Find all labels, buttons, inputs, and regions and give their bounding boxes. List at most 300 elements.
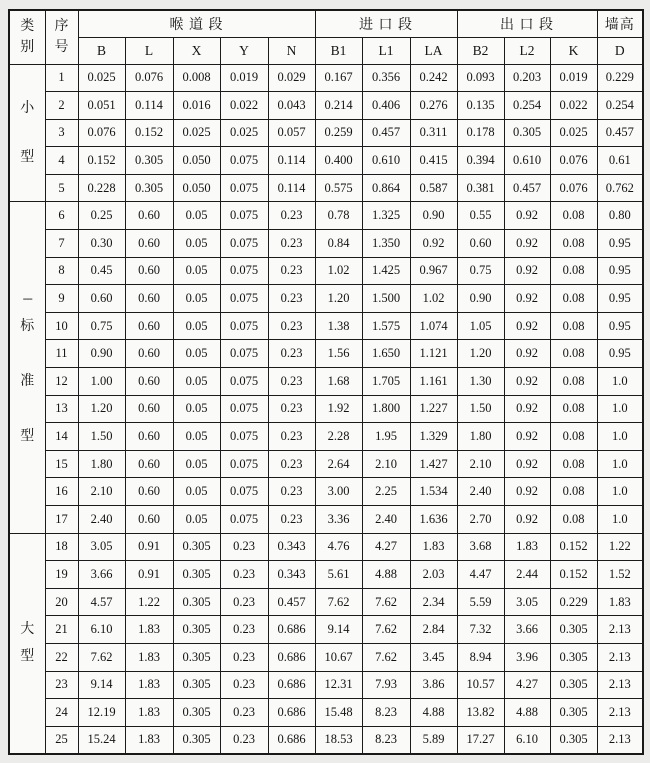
value-cell-LA: 1.427 [410, 450, 457, 478]
value-cell-L: 0.60 [125, 340, 173, 368]
serial-number-cell: 18 [45, 533, 78, 561]
value-cell-D: 0.61 [597, 147, 643, 175]
value-cell-N: 0.114 [268, 174, 315, 202]
value-cell-N: 0.23 [268, 450, 315, 478]
value-cell-B2: 2.70 [457, 506, 504, 534]
value-cell-K: 0.305 [550, 699, 597, 727]
value-cell-X: 0.305 [173, 726, 220, 754]
value-cell-L1: 0.864 [362, 174, 410, 202]
value-cell-LA: 3.45 [410, 643, 457, 671]
header-col-L1: L1 [362, 37, 410, 64]
value-cell-N: 0.686 [268, 643, 315, 671]
table-row [9, 588, 643, 616]
table-header [9, 10, 643, 64]
value-cell-L: 0.60 [125, 368, 173, 396]
value-cell-B1: 4.76 [315, 533, 362, 561]
header-col-X: X [173, 37, 220, 64]
value-cell-N: 0.23 [268, 312, 315, 340]
serial-number-cell: 25 [45, 726, 78, 754]
value-cell-L: 1.22 [125, 588, 173, 616]
value-cell-L2: 0.610 [504, 147, 550, 175]
value-cell-D: 0.762 [597, 174, 643, 202]
value-cell-L: 0.60 [125, 423, 173, 451]
value-cell-L1: 1.325 [362, 202, 410, 230]
value-cell-Y: 0.075 [220, 174, 268, 202]
value-cell-N: 0.23 [268, 368, 315, 396]
value-cell-B: 1.50 [78, 423, 125, 451]
value-cell-L: 0.60 [125, 395, 173, 423]
value-cell-X: 0.05 [173, 230, 220, 258]
value-cell-L2: 4.88 [504, 699, 550, 727]
value-cell-D: 2.13 [597, 699, 643, 727]
header-col-K: K [550, 37, 597, 64]
value-cell-D: 2.13 [597, 643, 643, 671]
value-cell-L1: 2.40 [362, 506, 410, 534]
serial-number-cell: 15 [45, 450, 78, 478]
value-cell-D: 1.0 [597, 478, 643, 506]
value-cell-B: 4.57 [78, 588, 125, 616]
value-cell-N: 0.23 [268, 506, 315, 534]
value-cell-D: 0.254 [597, 92, 643, 120]
value-cell-B: 0.025 [78, 64, 125, 92]
value-cell-L1: 1.350 [362, 230, 410, 258]
serial-number-cell: 6 [45, 202, 78, 230]
value-cell-L2: 0.254 [504, 92, 550, 120]
value-cell-D: 0.95 [597, 257, 643, 285]
header-serial-label: 序 号 [54, 19, 69, 56]
value-cell-L2: 0.92 [504, 423, 550, 451]
value-cell-Y: 0.23 [220, 699, 268, 727]
value-cell-B1: 0.167 [315, 64, 362, 92]
value-cell-X: 0.05 [173, 285, 220, 313]
value-cell-L2: 0.203 [504, 64, 550, 92]
table-row [9, 64, 643, 92]
value-cell-B2: 5.59 [457, 588, 504, 616]
value-cell-D: 2.13 [597, 671, 643, 699]
value-cell-B2: 17.27 [457, 726, 504, 754]
table-row [9, 671, 643, 699]
value-cell-B1: 12.31 [315, 671, 362, 699]
value-cell-B1: 0.259 [315, 119, 362, 147]
value-cell-B: 0.60 [78, 285, 125, 313]
value-cell-X: 0.305 [173, 616, 220, 644]
table-row [9, 643, 643, 671]
value-cell-LA: 0.242 [410, 64, 457, 92]
header-col-Y: Y [220, 37, 268, 64]
value-cell-L2: 0.92 [504, 450, 550, 478]
value-cell-B2: 8.94 [457, 643, 504, 671]
value-cell-L1: 8.23 [362, 726, 410, 754]
value-cell-X: 0.050 [173, 147, 220, 175]
value-cell-D: 0.95 [597, 312, 643, 340]
value-cell-D: 2.13 [597, 726, 643, 754]
value-cell-D: 1.0 [597, 506, 643, 534]
value-cell-L: 0.60 [125, 450, 173, 478]
serial-number-cell: 9 [45, 285, 78, 313]
value-cell-L1: 1.500 [362, 285, 410, 313]
value-cell-B: 15.24 [78, 726, 125, 754]
value-cell-B2: 0.135 [457, 92, 504, 120]
value-cell-X: 0.305 [173, 643, 220, 671]
value-cell-B: 9.14 [78, 671, 125, 699]
value-cell-LA: 0.92 [410, 230, 457, 258]
table-row [9, 174, 643, 202]
value-cell-LA: 0.967 [410, 257, 457, 285]
value-cell-K: 0.08 [550, 230, 597, 258]
value-cell-L: 1.83 [125, 671, 173, 699]
value-cell-N: 0.23 [268, 423, 315, 451]
value-cell-X: 0.05 [173, 395, 220, 423]
value-cell-N: 0.686 [268, 671, 315, 699]
value-cell-X: 0.05 [173, 450, 220, 478]
value-cell-B2: 1.20 [457, 340, 504, 368]
table-row [9, 699, 643, 727]
value-cell-K: 0.305 [550, 726, 597, 754]
value-cell-B2: 0.381 [457, 174, 504, 202]
category-char: 小 [20, 100, 35, 116]
value-cell-L1: 7.62 [362, 616, 410, 644]
category-label [10, 292, 45, 444]
table-row [9, 312, 643, 340]
value-cell-LA: 1.227 [410, 395, 457, 423]
value-cell-D: 0.95 [597, 230, 643, 258]
value-cell-B1: 0.400 [315, 147, 362, 175]
value-cell-L1: 7.62 [362, 643, 410, 671]
value-cell-LA: 1.83 [410, 533, 457, 561]
serial-number-cell: 12 [45, 368, 78, 396]
value-cell-L2: 0.305 [504, 119, 550, 147]
category-label [10, 622, 45, 664]
value-cell-B: 2.10 [78, 478, 125, 506]
value-cell-B2: 0.60 [457, 230, 504, 258]
value-cell-L: 0.60 [125, 285, 173, 313]
value-cell-B1: 3.00 [315, 478, 362, 506]
header-col-L: L [125, 37, 173, 64]
value-cell-K: 0.08 [550, 340, 597, 368]
value-cell-K: 0.019 [550, 64, 597, 92]
value-cell-K: 0.152 [550, 533, 597, 561]
table-row [9, 285, 643, 313]
value-cell-L: 0.60 [125, 257, 173, 285]
header-col-B1: B1 [315, 37, 362, 64]
category-label [10, 101, 45, 165]
value-cell-LA: 0.311 [410, 119, 457, 147]
header-wall-height: 墙高 [597, 10, 643, 37]
value-cell-L: 0.60 [125, 478, 173, 506]
value-cell-X: 0.050 [173, 174, 220, 202]
value-cell-X: 0.008 [173, 64, 220, 92]
serial-number-cell: 5 [45, 174, 78, 202]
value-cell-B: 7.62 [78, 643, 125, 671]
value-cell-Y: 0.075 [220, 506, 268, 534]
value-cell-N: 0.457 [268, 588, 315, 616]
value-cell-L2: 4.27 [504, 671, 550, 699]
value-cell-B2: 10.57 [457, 671, 504, 699]
value-cell-N: 0.029 [268, 64, 315, 92]
value-cell-D: 1.83 [597, 588, 643, 616]
value-cell-B: 0.75 [78, 312, 125, 340]
value-cell-Y: 0.075 [220, 312, 268, 340]
value-cell-L1: 8.23 [362, 699, 410, 727]
value-cell-B: 0.45 [78, 257, 125, 285]
header-col-L2: L2 [504, 37, 550, 64]
value-cell-N: 0.23 [268, 202, 315, 230]
value-cell-L: 0.305 [125, 147, 173, 175]
value-cell-B1: 9.14 [315, 616, 362, 644]
serial-number-cell: 23 [45, 671, 78, 699]
value-cell-B1: 1.92 [315, 395, 362, 423]
serial-number-cell: 14 [45, 423, 78, 451]
header-category-label: 类 别 [20, 19, 35, 56]
table-row [9, 147, 643, 175]
serial-number-cell: 10 [45, 312, 78, 340]
serial-number-cell: 16 [45, 478, 78, 506]
value-cell-B2: 2.10 [457, 450, 504, 478]
value-cell-K: 0.08 [550, 395, 597, 423]
table-body [9, 64, 643, 754]
value-cell-B2: 7.32 [457, 616, 504, 644]
serial-number-cell: 11 [45, 340, 78, 368]
value-cell-N: 0.23 [268, 395, 315, 423]
value-cell-L2: 0.92 [504, 285, 550, 313]
value-cell-X: 0.016 [173, 92, 220, 120]
value-cell-X: 0.05 [173, 506, 220, 534]
value-cell-B: 3.66 [78, 561, 125, 589]
value-cell-N: 0.114 [268, 147, 315, 175]
value-cell-X: 0.05 [173, 423, 220, 451]
category-char: 型 [20, 649, 35, 665]
value-cell-B2: 4.47 [457, 561, 504, 589]
value-cell-K: 0.305 [550, 643, 597, 671]
table-row [9, 726, 643, 754]
value-cell-N: 0.23 [268, 285, 315, 313]
serial-number-cell: 13 [45, 395, 78, 423]
value-cell-B2: 1.50 [457, 395, 504, 423]
value-cell-B: 0.25 [78, 202, 125, 230]
value-cell-X: 0.05 [173, 257, 220, 285]
value-cell-LA: 0.587 [410, 174, 457, 202]
value-cell-L: 0.305 [125, 174, 173, 202]
value-cell-D: 1.0 [597, 423, 643, 451]
value-cell-B: 0.152 [78, 147, 125, 175]
value-cell-B1: 0.214 [315, 92, 362, 120]
value-cell-LA: 1.534 [410, 478, 457, 506]
value-cell-X: 0.05 [173, 368, 220, 396]
value-cell-LA: 2.03 [410, 561, 457, 589]
value-cell-LA: 1.161 [410, 368, 457, 396]
value-cell-K: 0.305 [550, 616, 597, 644]
value-cell-K: 0.08 [550, 202, 597, 230]
value-cell-B2: 3.68 [457, 533, 504, 561]
value-cell-L1: 4.88 [362, 561, 410, 589]
value-cell-K: 0.025 [550, 119, 597, 147]
value-cell-L2: 3.66 [504, 616, 550, 644]
value-cell-Y: 0.075 [220, 230, 268, 258]
value-cell-D: 1.0 [597, 395, 643, 423]
value-cell-L2: 0.92 [504, 312, 550, 340]
value-cell-L1: 1.800 [362, 395, 410, 423]
value-cell-Y: 0.23 [220, 588, 268, 616]
category-char: --- [22, 290, 32, 305]
value-cell-L1: 2.10 [362, 450, 410, 478]
value-cell-LA: 5.89 [410, 726, 457, 754]
value-cell-B1: 2.64 [315, 450, 362, 478]
value-cell-K: 0.229 [550, 588, 597, 616]
value-cell-B2: 1.30 [457, 368, 504, 396]
value-cell-L: 0.60 [125, 312, 173, 340]
value-cell-Y: 0.075 [220, 478, 268, 506]
value-cell-D: 0.95 [597, 340, 643, 368]
value-cell-L2: 1.83 [504, 533, 550, 561]
value-cell-N: 0.057 [268, 119, 315, 147]
table-row [9, 92, 643, 120]
header-inlet-section: 进 口 段 [315, 10, 457, 37]
value-cell-B1: 1.68 [315, 368, 362, 396]
value-cell-N: 0.043 [268, 92, 315, 120]
value-cell-B2: 0.55 [457, 202, 504, 230]
value-cell-Y: 0.23 [220, 616, 268, 644]
value-cell-B: 1.00 [78, 368, 125, 396]
value-cell-Y: 0.025 [220, 119, 268, 147]
value-cell-X: 0.305 [173, 699, 220, 727]
value-cell-L2: 0.457 [504, 174, 550, 202]
header-col-N: N [268, 37, 315, 64]
serial-number-cell: 19 [45, 561, 78, 589]
value-cell-LA: 0.415 [410, 147, 457, 175]
value-cell-N: 0.686 [268, 726, 315, 754]
value-cell-L: 0.91 [125, 533, 173, 561]
value-cell-L2: 0.92 [504, 506, 550, 534]
value-cell-L2: 0.92 [504, 395, 550, 423]
value-cell-X: 0.305 [173, 533, 220, 561]
category-cell [9, 64, 45, 202]
value-cell-L1: 1.705 [362, 368, 410, 396]
value-cell-L2: 3.05 [504, 588, 550, 616]
value-cell-LA: 1.074 [410, 312, 457, 340]
value-cell-Y: 0.23 [220, 561, 268, 589]
value-cell-D: 0.457 [597, 119, 643, 147]
value-cell-X: 0.025 [173, 119, 220, 147]
table-row [9, 340, 643, 368]
header-col-LA: LA [410, 37, 457, 64]
value-cell-B1: 2.28 [315, 423, 362, 451]
value-cell-L: 0.60 [125, 202, 173, 230]
value-cell-K: 0.08 [550, 285, 597, 313]
table-row [9, 506, 643, 534]
value-cell-K: 0.08 [550, 423, 597, 451]
value-cell-L2: 0.92 [504, 257, 550, 285]
value-cell-L1: 0.356 [362, 64, 410, 92]
value-cell-L2: 3.96 [504, 643, 550, 671]
value-cell-Y: 0.075 [220, 147, 268, 175]
value-cell-B1: 7.62 [315, 588, 362, 616]
value-cell-Y: 0.019 [220, 64, 268, 92]
value-cell-B2: 0.178 [457, 119, 504, 147]
value-cell-B: 1.80 [78, 450, 125, 478]
value-cell-Y: 0.075 [220, 450, 268, 478]
serial-number-cell: 3 [45, 119, 78, 147]
value-cell-K: 0.08 [550, 450, 597, 478]
value-cell-B1: 1.02 [315, 257, 362, 285]
value-cell-L: 0.152 [125, 119, 173, 147]
category-cell [9, 533, 45, 754]
value-cell-L: 0.076 [125, 64, 173, 92]
value-cell-K: 0.076 [550, 174, 597, 202]
value-cell-L1: 7.93 [362, 671, 410, 699]
value-cell-K: 0.08 [550, 506, 597, 534]
value-cell-LA: 1.121 [410, 340, 457, 368]
value-cell-K: 0.08 [550, 368, 597, 396]
value-cell-D: 0.229 [597, 64, 643, 92]
value-cell-Y: 0.075 [220, 340, 268, 368]
value-cell-L2: 0.92 [504, 340, 550, 368]
value-cell-B1: 1.20 [315, 285, 362, 313]
value-cell-B1: 18.53 [315, 726, 362, 754]
value-cell-B2: 0.093 [457, 64, 504, 92]
value-cell-L1: 1.575 [362, 312, 410, 340]
category-char: 准 [20, 373, 35, 389]
value-cell-B: 1.20 [78, 395, 125, 423]
value-cell-B1: 5.61 [315, 561, 362, 589]
table-row [9, 616, 643, 644]
value-cell-N: 0.23 [268, 340, 315, 368]
table-row [9, 230, 643, 258]
value-cell-K: 0.076 [550, 147, 597, 175]
value-cell-L1: 7.62 [362, 588, 410, 616]
dimensions-table [8, 9, 644, 755]
header-col-D: D [597, 37, 643, 64]
value-cell-B2: 0.75 [457, 257, 504, 285]
value-cell-B1: 15.48 [315, 699, 362, 727]
value-cell-LA: 3.86 [410, 671, 457, 699]
value-cell-N: 0.686 [268, 616, 315, 644]
value-cell-L: 1.83 [125, 726, 173, 754]
value-cell-X: 0.05 [173, 312, 220, 340]
value-cell-K: 0.022 [550, 92, 597, 120]
value-cell-L1: 1.650 [362, 340, 410, 368]
value-cell-L1: 4.27 [362, 533, 410, 561]
table-row [9, 202, 643, 230]
value-cell-L: 1.83 [125, 699, 173, 727]
serial-number-cell: 22 [45, 643, 78, 671]
value-cell-LA: 0.90 [410, 202, 457, 230]
value-cell-B: 0.051 [78, 92, 125, 120]
value-cell-B1: 1.56 [315, 340, 362, 368]
category-char: 大 [20, 622, 35, 638]
value-cell-Y: 0.022 [220, 92, 268, 120]
value-cell-D: 0.80 [597, 202, 643, 230]
value-cell-K: 0.08 [550, 312, 597, 340]
value-cell-K: 0.305 [550, 671, 597, 699]
value-cell-X: 0.305 [173, 671, 220, 699]
value-cell-B: 0.90 [78, 340, 125, 368]
value-cell-N: 0.23 [268, 257, 315, 285]
value-cell-Y: 0.075 [220, 257, 268, 285]
value-cell-L: 0.91 [125, 561, 173, 589]
value-cell-B: 12.19 [78, 699, 125, 727]
value-cell-L2: 0.92 [504, 202, 550, 230]
value-cell-N: 0.343 [268, 533, 315, 561]
table-row [9, 257, 643, 285]
value-cell-B1: 10.67 [315, 643, 362, 671]
value-cell-L2: 0.92 [504, 368, 550, 396]
value-cell-Y: 0.23 [220, 533, 268, 561]
header-throat-section: 喉 道 段 [78, 10, 315, 37]
value-cell-X: 0.305 [173, 588, 220, 616]
value-cell-B2: 0.394 [457, 147, 504, 175]
table-row [9, 478, 643, 506]
value-cell-Y: 0.075 [220, 423, 268, 451]
